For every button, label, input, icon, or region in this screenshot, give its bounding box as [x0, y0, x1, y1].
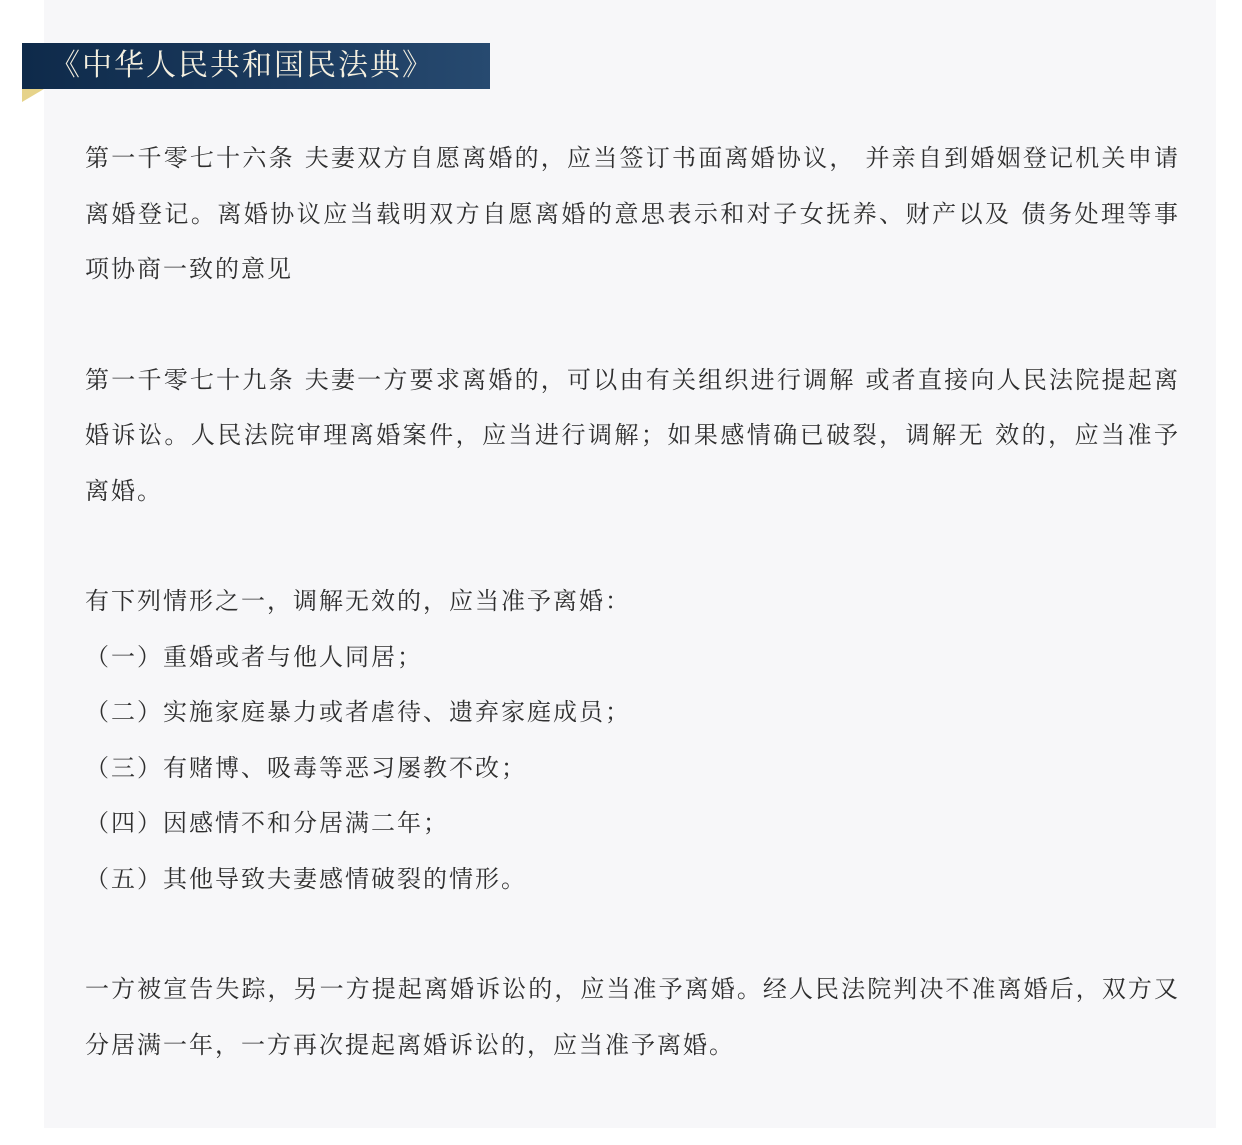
article-1076-paragraph: 第一千零七十六条 夫妻双方自愿离婚的，应当签订书面离婚协议， 并亲自到婚姻登记机关申请离婚登记。离婚协议应当载明双方自愿离婚的意思表示和对子女抚养、财产以及 债务处理等事项协商一致的意见: [85, 144, 1180, 283]
article-1079-paragraph: 第一千零七十九条 夫妻一方要求离婚的，可以由有关组织进行调解 或者直接向人民法院提起离婚诉讼。人民法院审理离婚案件，应当进行调解；如果感情确已破裂，调解无 效的，应当准予离婚。: [85, 365, 1180, 505]
condition-item: （五）其他导致夫妻感情破裂的情形。: [85, 864, 527, 893]
document-body: [85, 131, 1180, 1073]
paragraph-gap: [85, 298, 1180, 353]
condition-item: （三）有赌博、吸毒等恶习屡教不改；: [85, 753, 527, 782]
title-accent-decoration: [22, 89, 44, 102]
condition-item: （一）重婚或者与他人同居；: [85, 642, 423, 671]
condition-item: （四）因感情不和分居满二年；: [85, 809, 449, 837]
document-title: 《中华人民共和国民法典》: [50, 48, 434, 83]
condition-item: （二）实施家庭暴力或者虐待、遗弃家庭成员；: [85, 698, 631, 726]
title-banner: [22, 43, 490, 89]
conditions-intro: 有下列情形之一，调解无效的，应当准予离婚：: [85, 587, 631, 615]
paragraph-gap: [85, 519, 1180, 574]
paragraph-gap: [85, 907, 1180, 962]
final-paragraph: 一方被宣告失踪，另一方提起离婚诉讼的，应当准予离婚。经人民法院判决不准离婚后，双方又分居满一年，一方再次提起离婚诉讼的，应当准予离婚。: [85, 975, 1180, 1059]
